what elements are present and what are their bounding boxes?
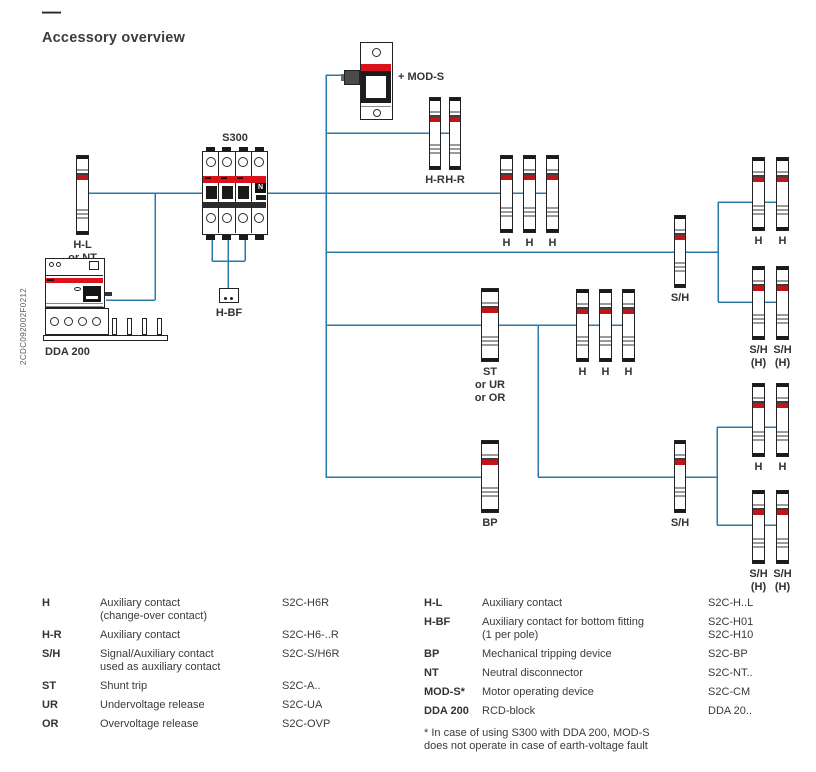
device-label-s-h-bottom: S/H [670,517,690,529]
device-label-s-h-h-2: S/H (H) [773,344,792,369]
legend-row [424,597,753,610]
legend-order-code: S2C-H6-..R [282,629,339,641]
busbar-pin [142,318,147,335]
title-dash: — [42,2,61,23]
legend-description: Overvoltage release [100,718,199,730]
legend-row [424,616,753,642]
document-code: 2CDC092002F0212 [19,287,28,365]
device-label-h-9: H [754,461,763,473]
hatch-strip [361,98,391,103]
legend-key: ST [42,680,57,692]
legend-row [424,686,753,699]
legend-description: RCD-block [482,705,536,717]
red-band [361,64,391,71]
device-s-h-h-4 [776,490,789,564]
device-h-9 [752,383,765,457]
clip-tab [222,235,231,240]
legend-row [42,648,339,674]
legend-order-code: S2C-NT.. [708,667,753,679]
device-label-dda-200: DDA 200 [45,346,90,358]
clip-tab [239,235,248,240]
device-label-s-h-h-4: S/H (H) [773,568,792,593]
mid-strip [203,202,266,208]
terminal-circle [49,262,54,267]
terminal-circle [254,157,264,167]
red-band [203,176,266,183]
test-eye [74,287,81,291]
device-h-6 [576,289,589,362]
legend-key: MOD-S* [424,686,465,698]
terminal-circle [50,317,59,326]
device-label-s-h-h-1: S/H (H) [749,344,768,369]
terminal-circle [238,213,248,223]
terminal-circle [238,157,248,167]
clip-tab [206,235,215,240]
legend-description: Neutral disconnector [482,667,583,679]
device-label-s300: S300 [222,132,248,144]
device-st-ur-or [481,288,499,362]
device-h-7 [599,289,612,362]
legend-description: Mechanical tripping device [482,648,612,660]
legend-key: H-L [424,597,443,609]
terminal-circle [206,157,216,167]
legend-description: Shunt trip [100,680,148,692]
legend-column-1 [42,597,339,737]
toggle [222,186,233,199]
legend-column-2 [424,597,753,753]
legend-description: Undervoltage release [100,699,205,711]
legend-key: UR [42,699,58,711]
device-s-h-mid [674,215,686,288]
side-bar [386,76,391,98]
legend-key: H-R [42,629,62,641]
legend-order-code: S2C-CM [708,686,751,698]
legend-key: S/H [42,648,61,660]
legend-row [42,597,339,623]
legend-key: H-BF [424,616,451,628]
divider [46,303,103,304]
device-h-10 [776,383,789,457]
terminal-row [45,308,109,335]
legend-row [424,705,753,718]
divider [361,106,391,107]
device-h-r-1 [429,97,441,170]
busbar-plate [43,335,168,341]
terminal-circle [373,109,381,117]
motor-body [360,42,393,120]
device-label-h-1: H [502,237,511,249]
legend-description: Auxiliary contact [100,629,181,641]
terminal-circle [56,262,61,267]
legend-description: Auxiliary contact [482,597,563,609]
band-mark [237,177,243,179]
legend-key: NT [424,667,439,679]
device-label-h-10: H [778,461,787,473]
rcd-body [45,258,105,308]
device-mod-s [341,42,393,122]
legend-description: Motor operating device [482,686,594,698]
legend-row [42,680,339,693]
device-h-4 [752,157,765,231]
device-s-h-h-1 [752,266,765,340]
device-dda-200 [43,255,169,347]
terminal-circle [92,317,101,326]
busbar-pin [112,318,117,335]
legend-description: Auxiliary contact for bottom fitting (1 per pole) [482,616,645,641]
clip-tab [255,235,264,240]
legend-order-code: S2C-BP [708,648,748,660]
device-label-h-bf: H-BF [215,307,243,319]
module-divider [218,152,219,233]
module-divider [235,152,236,233]
divider [46,306,103,307]
legend-description: Signal/Auxiliary contact used as auxiliary contact [100,648,221,673]
device-label-mod-s: + MOD-S [398,71,445,83]
device-s300 [202,147,268,240]
band-mark [205,177,211,179]
red-band [46,278,103,283]
side-tab [105,292,112,296]
legend-order-code: S2C-A.. [282,680,321,692]
device-label-h-5: H [778,235,787,247]
device-label-h-l: H-L [73,239,92,251]
neutral-marker: N [255,183,266,193]
legend-key: OR [42,718,59,730]
device-h-8 [622,289,635,362]
toggle [206,186,217,199]
connector [344,70,360,85]
legend-footnote: * In case of using S300 with DDA 200, MOD-S does not operate in case of earth-voltage fault [424,727,650,752]
device-bp [481,440,499,513]
legend-row [42,718,339,731]
breaker-body [202,151,268,235]
device-h-r-2 [449,97,461,170]
device-label-st-ur-or: ST or UR or OR [474,366,506,404]
device-h-3 [546,155,559,233]
device-label-h-r-1: H-R [425,174,445,186]
device-h-5 [776,157,789,231]
toggle [83,286,101,302]
legend-order-code: S2C-H..L [708,597,754,609]
legend-key: H [42,597,50,609]
device-h-bf [219,288,239,303]
busbar-pin [127,318,132,335]
legend-description: Auxiliary contact (change-over contact) [100,597,207,622]
toggle-line [86,296,98,299]
legend-row [424,667,753,680]
legend-key: BP [424,648,440,660]
terminal-circle [78,317,87,326]
device-s-h-bottom [674,440,686,513]
indicator-window [89,261,99,270]
device-label-s-h-h-3: S/H (H) [749,568,768,593]
device-h-2 [523,155,536,233]
hbf-body [219,288,239,303]
device-label-h-8: H [624,366,633,378]
legend-order-code: S2C-UA [282,699,323,711]
toggle [238,186,249,199]
device-h-1 [500,155,513,233]
side-bar [361,76,366,98]
dot [230,297,233,300]
terminal-circle [222,157,232,167]
device-h-l [76,155,89,235]
terminal-circle [222,213,232,223]
dot [224,297,227,300]
device-label-s-h-mid: S/H [670,292,690,304]
terminal-circle [254,213,264,223]
legend-key: DDA 200 [424,705,469,717]
legend-row [42,699,339,712]
legend-row [424,648,753,661]
device-label-h-6: H [578,366,587,378]
module-divider [251,152,252,233]
terminal-circle [64,317,73,326]
legend-order-code: S2C-S/H6R [282,648,340,660]
terminal-circle [372,48,381,57]
legend-order-code: S2C-H01 S2C-H10 [708,616,754,641]
device-label-h-2: H [525,237,534,249]
legend-order-code: S2C-OVP [282,718,331,730]
device-s-h-h-2 [776,266,789,340]
divider [46,275,103,276]
legend-row [42,629,339,642]
device-label-h-3: H [548,237,557,249]
busbar-pin [157,318,162,335]
device-s-h-h-3 [752,490,765,564]
legend-order-code: S2C-H6R [282,597,330,609]
device-label-h-7: H [601,366,610,378]
page-title: Accessory overview [42,30,186,46]
toggle [256,195,266,200]
legend-order-code: DDA 20.. [708,705,753,717]
band-mark [221,177,227,179]
device-label-bp: BP [482,517,498,529]
device-label-h-r-2: H-R [445,174,465,186]
device-label-h-4: H [754,235,763,247]
terminal-circle [206,213,216,223]
band-mark [47,279,54,281]
